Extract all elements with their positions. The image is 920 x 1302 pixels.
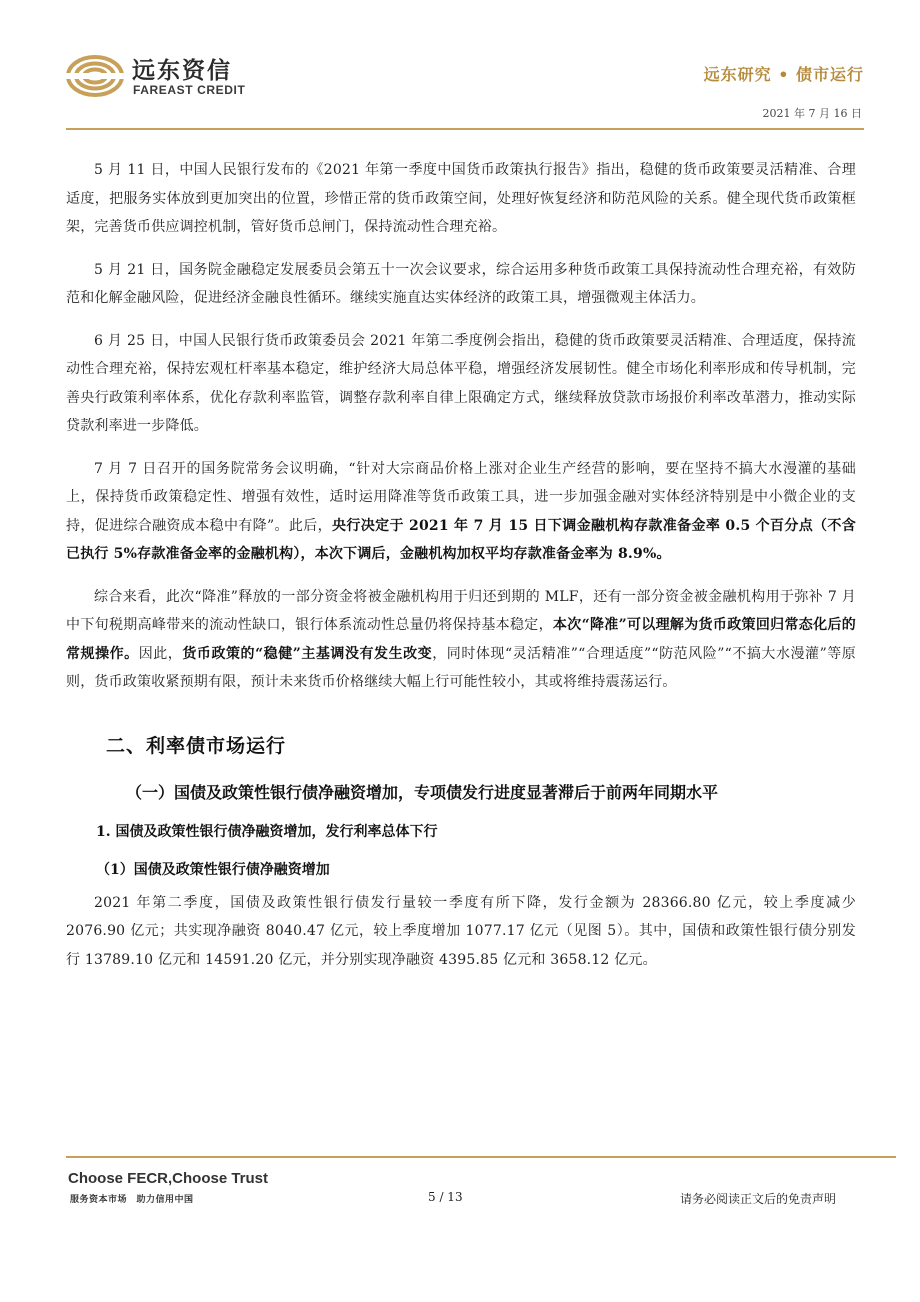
summary-text-a: 综合来看，此次“降准”释放的一部分资金将被金融机构用于归还到期的 MLF，还有一部分资金被金融机构用于弥补 7 月中下旬税期高峰带来的流动性缺口，银行体系流动性总量仍将保持基本稳定， [66,588,856,633]
summary-highlight-routine: 本次“降准”可以理解为货币政策回归常态化后的常规操作。 [66,617,856,662]
footer-divider [66,1156,896,1158]
rrr-cut-highlight: 央行决定于 2021 年 7 月 15 日下调金融机构存款准备金率 0.5 个百分点（不含已执行 5%存款准备金率的金融机构），本次下调后，金融机构加权平均存款准备金率为 8.9%。 [66,517,856,562]
footer-slogan-chinese: 服务资本市场 助力信用中国 [70,1195,194,1205]
summary-text-c: 因此， [138,645,183,662]
logo-chinese-name: 远东资信 [132,58,232,84]
subsection-heading-1: （一）国债及政策性银行债净融资增加，专项债发行进度显著滞后于前两年同期水平 [126,782,719,802]
section-heading-rate-bonds: 二、利率债市场运行 [106,734,287,757]
paragraph-issuance-data: 2021 年第二季度，国债及政策性银行债发行量较一季度有所下降，发行金额为 28366.80 亿元，较上季度减少 2076.90 亿元；共实现净融资 8040.47 亿元，较上季度增加 1077.17 亿元（见图 5）。其中，国债和政策性银行债分别发行 13789.10 亿元和 14591.20 亿元，并分别实现净融资 4395.85 亿元和 3658.12 亿元。 [66,894,856,968]
paragraph-pboc-report: 5 月 11 日，中国人民银行发布的《2021 年第一季度中国货币政策执行报告》指出，稳健的货币政策要灵活精准、合理适度，把服务实体放到更加突出的位置，珍惜正常的货币政策空间，处理好恢复经济和防范风险的关系。健全现代货币政策框架，完善货币供应调控机制，管好货币总闸门，保持流动性合理充裕。 [66,162,856,235]
page-footer [0,1150,920,1302]
report-date: 2021 年 7 月 16 日 [762,107,862,120]
logo-english-name: FAREAST CREDIT [133,83,246,97]
paragraph-state-council [66,455,856,569]
page-number: 5 / 13 [428,1190,463,1204]
paragraph-financial-committee: 5 月 21 日，国务院金融稳定发展委员会第五十一次会议要求，综合运用多种货币政策工具保持流动性合理充裕，有效防范和化解金融风险，促进经济金融良性循环。继续实施直达实体经济的政策工具，增强微观主体活力。 [66,261,856,306]
page-header [0,0,920,132]
state-council-text: 7 月 7 日召开的国务院常务会议明确，“针对大宗商品价格上涨对企业生产经营的影响，要在坚持不搞大水漫灌的基础上，保持货币政策稳定性、增强有效性，适时运用降准等货币政策工具，进一步加强金融对实体经济特别是中小微企业的支持，促进综合融资成本稳中有降”。此后， [66,460,856,534]
report-series-title: 远东研究 • 债市运行 [703,65,864,84]
subsection-heading-1-1: 1. 国债及政策性银行债净融资增加，发行利率总体下行 [96,823,438,840]
summary-text-e: ，同时体现“灵活精准”“合理适度”“防范风险”“不搞大水漫灌”等原则，货币政策收紧预期有限，预计未来货币价格继续大幅上行可能性较小，其或将维持震荡运行。 [66,645,857,690]
footer-slogan-english: Choose FECR,Choose Trust [68,1170,269,1187]
header-divider [66,128,864,130]
subsection-heading-1-1-1: （1）国债及政策性银行债净融资增加 [96,861,330,878]
fareast-logo-icon [66,54,124,98]
main-content [66,156,856,988]
paragraph-mpc-meeting: 6 月 25 日，中国人民银行货币政策委员会 2021 年第二季度例会指出，稳健的货币政策要灵活精准、合理适度，保持流动性合理充裕，保持宏观杠杆率基本稳定，维护经济大局总体平稳，增强经济发展韧性。健全市场化利率形成和传导机制，完善央行政策利率体系，优化存款利率监管，调整存款利率自律上限确定方式，继续释放贷款市场报价利率改革潜力，推动实际贷款利率进一步降低。 [66,332,856,434]
summary-highlight-stance: 货币政策的“稳健”主基调没有发生改变 [182,645,433,662]
disclaimer-note: 请务必阅读正文后的免责声明 [679,1192,836,1206]
paragraph-summary [66,583,856,697]
